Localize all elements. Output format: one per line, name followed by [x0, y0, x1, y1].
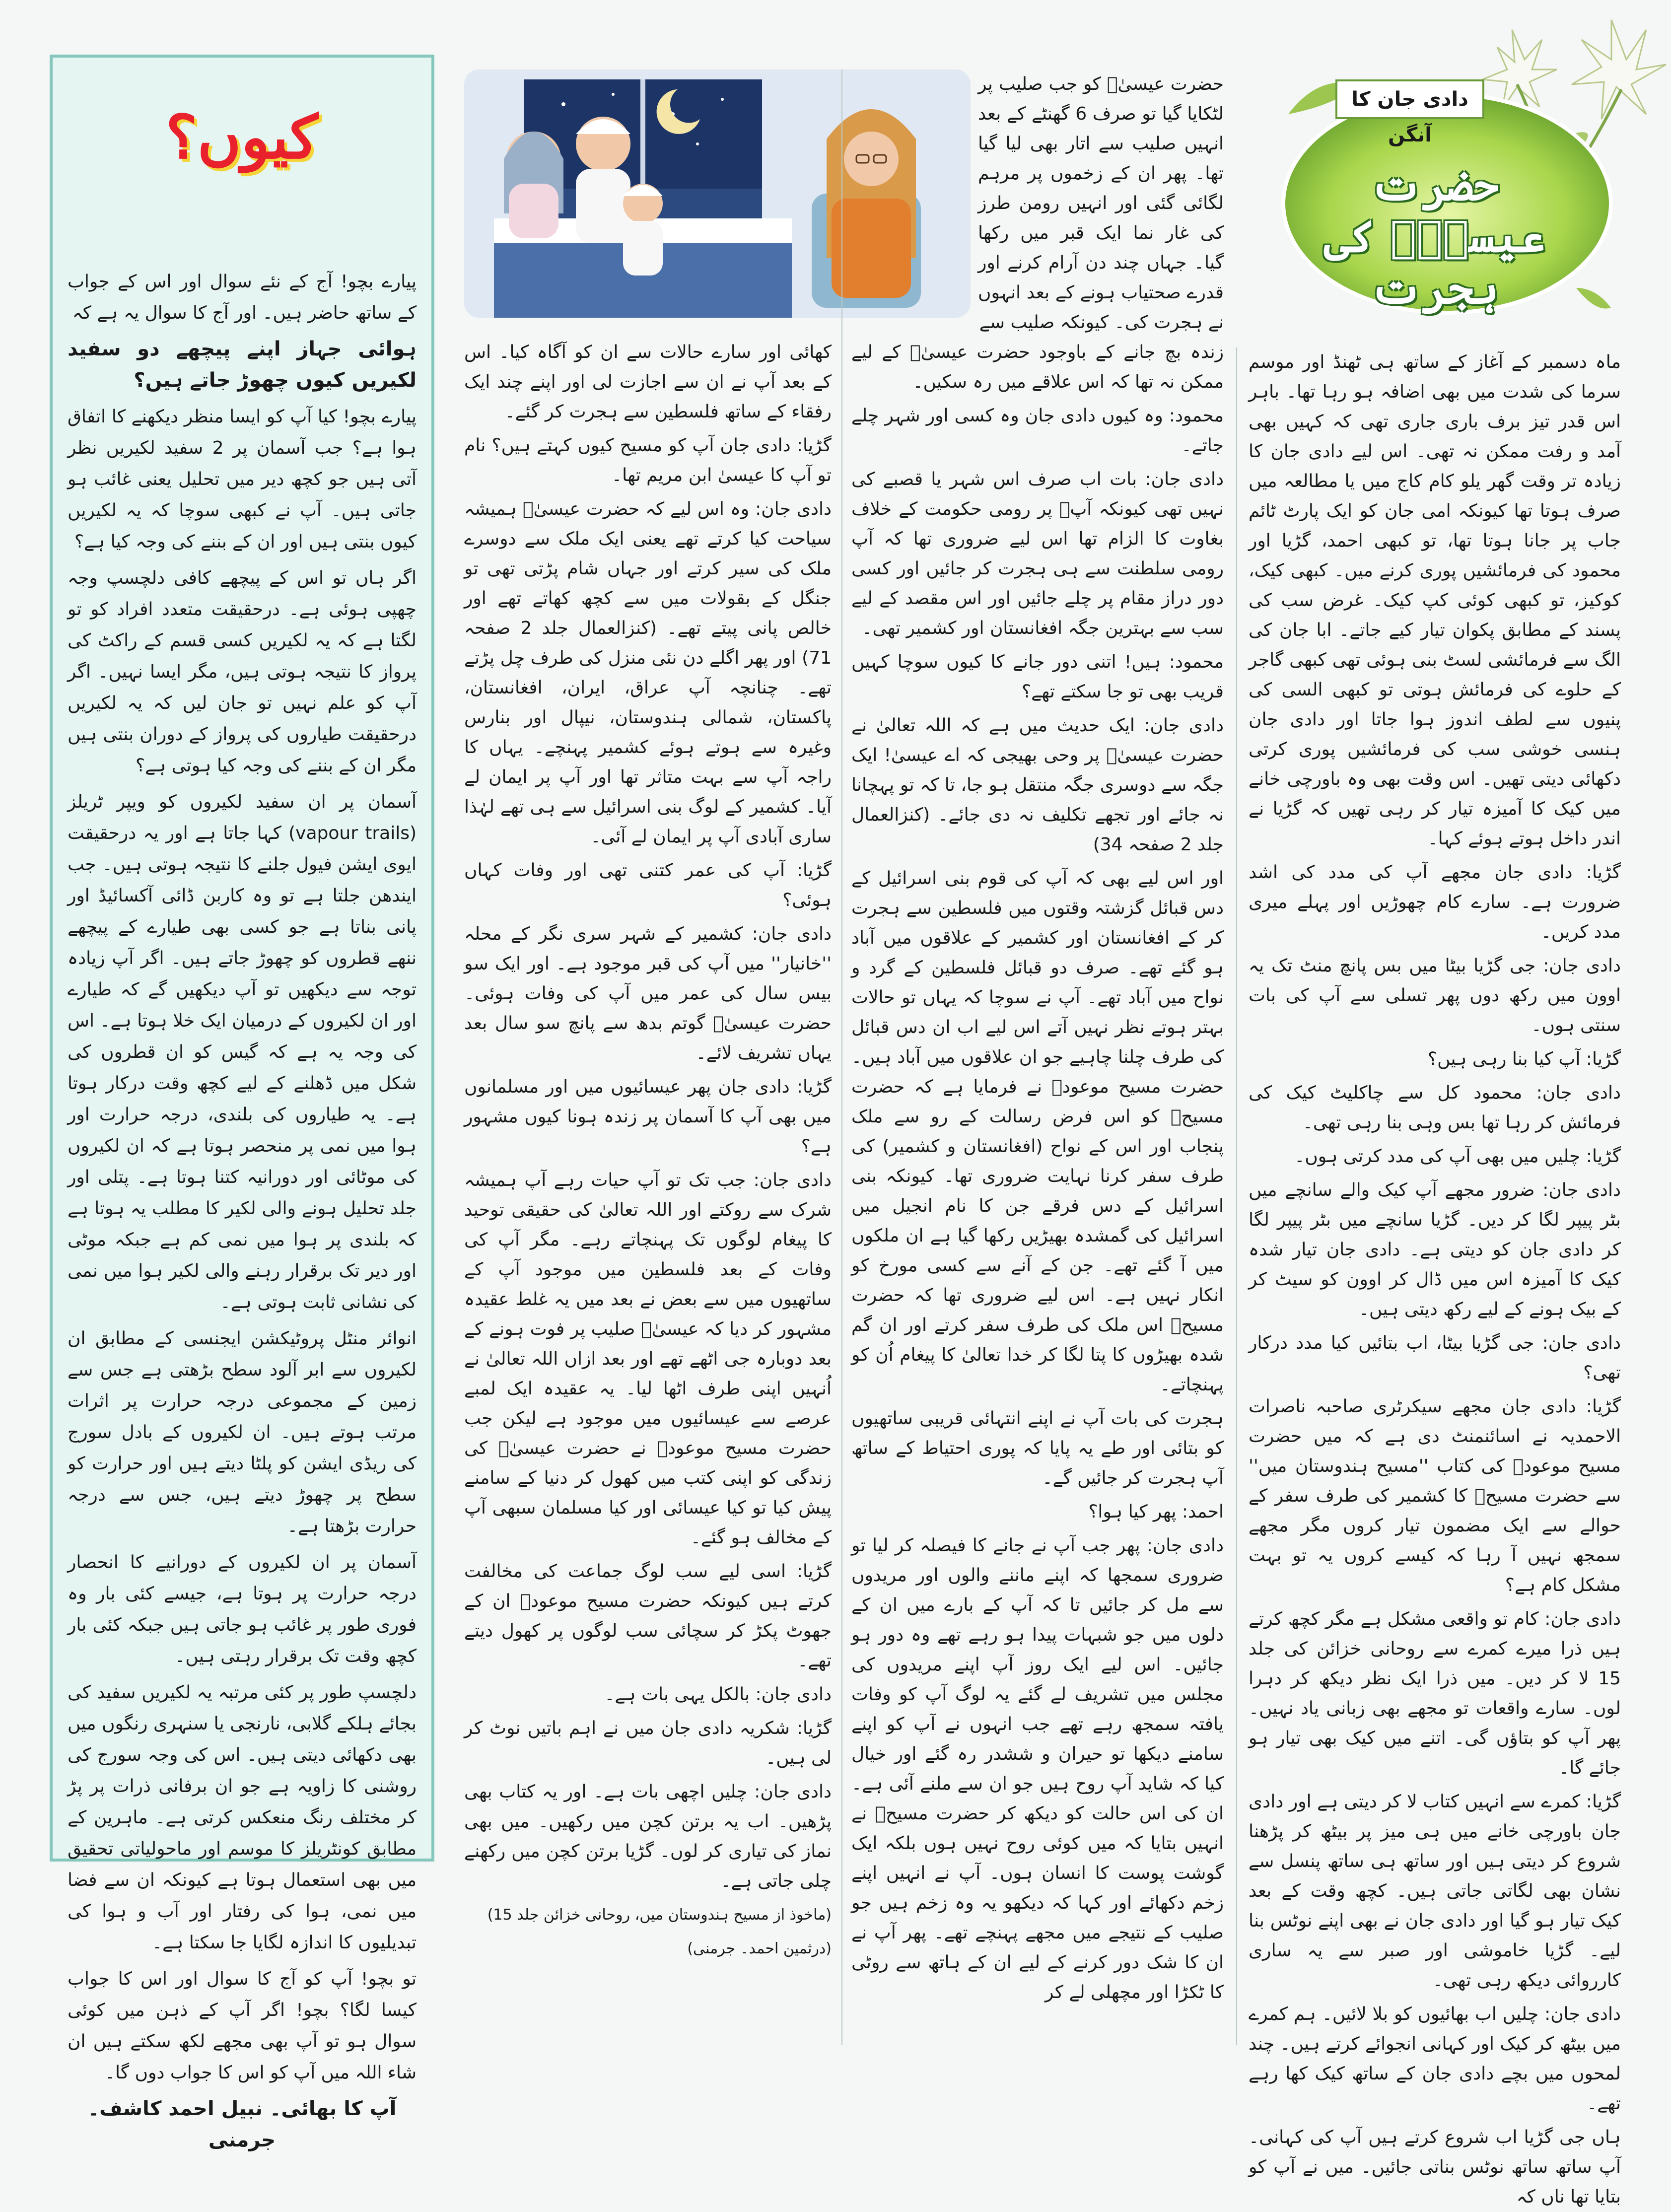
column-divider: [1236, 347, 1237, 2045]
sidebar-intro: پیارے بچو! آج کے نئے سوال اور اس کے جواب کے ساتھ حاضر ہیں۔ اور آج کا سوال یہ ہے کہ: [68, 272, 417, 323]
article-paragraph: گڑیا: شکریہ دادی جان میں نے اہم باتیں نوٹ کر لی ہیں۔: [464, 1718, 832, 1768]
sidebar-text: [68, 266, 417, 2151]
article-paragraph: گڑیا: کمرے سے انہیں کتاب لا کر دیتی ہے اور دادی جان باورچی خانے میں ہی میز پر بیٹھ کر پڑھنا شروع کر دیتی ہیں اور ساتھ ہی ساتھ پنسل سے نشان بھی لگاتی جاتی ہیں۔ کچھ وقت کے بعد کیک تیار ہو گیا اور دادی جان نے بھی اپنے نوٹس بنا لیے۔ گڑیا خاموشی اور صبر سے یہ ساری کارروائی دیکھ رہی تھی۔: [1249, 1792, 1621, 1991]
article-paragraph: گڑیا: اسی لیے سب لوگ جماعت کی مخالفت کرتے ہیں کیونکہ حضرت مسیح موعودؑ ان کے جھوٹ پکڑ کر سچائی سب لوگوں پر کھول دیتے تھے۔: [464, 1561, 832, 1671]
sidebar-paragraph: دلچسپ طور پر کئی مرتبہ یہ لکیریں سفید کی بجائے ہلکے گلابی، نارنجی یا سنہری رنگوں میں بھی دکھائی دیتی ہیں۔ اس کی وجہ سورج کی روشنی کا زاویہ ہے جو ان برفانی ذرات پر پڑ کر مختلف رنگ منعکس کرتی ہے۔ ماہرین کے مطابق کونٹریلز کا موسم اور ماحولیاتی تحقیق میں بھی استعمال ہوتا ہے کیونکہ ان سے فضا میں نمی، ہوا کی رفتار اور آب و ہوا کی تبدیلیوں کا اندازہ لگایا جا سکتا ہے۔: [68, 1682, 417, 1953]
article-paragraph: دادی جان: جب تک تو آپ حیات رہے آپ ہمیشہ شرک سے روکتے اور اللہ تعالیٰ کی حقیقی توحید کا پیغام لوگوں تک پہنچاتے رہے۔ مگر آپ کی وفات کے بعد فلسطین میں موجود آپ کے ساتھیوں میں سے بعض نے بعد میں یہ غلط عقیدہ مشہور کر دیا کہ عیسیٰؑ صلیب پر فوت ہونے کے بعد دوبارہ جی اٹھے تھے اور بعد ازاں اللہ تعالیٰ نے اُنہیں اپنی طرف اٹھا لیا۔ یہ عقیدہ ایک لمبے عرصے سے عیسائیوں میں موجود ہے لیکن جب حضرت مسیح موعودؑ نے حضرت عیسیٰؑ کی زندگی کو اپنی کتب میں کھول کر دنیا کے سامنے پیش کیا تو کیا عیسائی اور کیا مسلمان سبھی آپ کے مخالف ہو گئے۔: [464, 1170, 832, 1548]
article-paragraph: دادی جان: ضرور مجھے آپ کیک والے سانچے میں بٹر پیپر لگا کر دیں۔ گڑیا سانچے میں بٹر پیپر لگا کر دادی جان کو دیتی ہے۔ دادی جان تیار شدہ کیک کا آمیزہ اس میں ڈال کر اوون کو سیٹ کر کے بیک ہونے کے لیے رکھ دیتی ہیں۔: [1249, 1180, 1621, 1319]
source-reference: (ماخوذ از مسیح ہندوستان میں، روحانی خزائن جلد 15): [487, 1906, 832, 1924]
grandmother-children-illustration: [464, 69, 971, 318]
article-paragraph: دادی جان: جی گڑیا بیٹا میں بس پانچ منٹ تک یہ اوون میں رکھ دوں پھر تسلی سے آپ کی بات سنتی ہوں۔: [1249, 956, 1621, 1036]
article-paragraph: اور اس لیے بھی کہ آپ کی قوم بنی اسرائیل کے دس قبائل گزشتہ وقتوں میں فلسطین سے ہجرت کر کے افغانستان اور کشمیر کے علاقوں میں آباد ہو گئے تھے۔ صرف دو قبائل فلسطین کے گرد و نواح میں آباد تھے۔ آپ نے سوچا کہ یہاں تو حالات بہتر ہوتے نظر نہیں آتے اس لیے اب ان دس قبائل کی طرف چلنا چاہیے جو ان علاقوں میں آباد ہیں۔ حضرت مسیح موعودؑ نے فرمایا ہے کہ حضرت مسیحؑ کو اس فرض رسالت کے رو سے ملک پنجاب اور اس کے نواح (افغانستان و کشمیر) کی طرف سفر کرنا نہایت ضروری تھا۔ کیونکہ بنی اسرائیل کے دس فرقے جن کا نام انجیل میں اسرائیل کی گمشدہ بھیڑیں رکھا گیا ہے ان ملکوں میں آ گئے تھے۔ جن کے آنے سے کسی مورخ کو انکار نہیں ہے۔ اس لیے ضروری تھا کہ حضرت مسیحؑ اس ملک کی طرف سفر کرتے اور ان گم شدہ بھیڑوں کا پتا لگا کر خدا تعالیٰ کا پیغام اُن کو پہنچاتے۔: [851, 868, 1224, 1395]
article-paragraph: کھائی اور سارے حالات سے ان کو آگاہ کیا۔ اس کے بعد آپ نے ان سے اجازت لی اور اپنے چند ایک رفقاء کے ساتھ فلسطین سے ہجرت کر گئے۔: [464, 342, 832, 422]
sidebar-question: ہوائی جہاز اپنے پیچھے دو سفید لکیریں کیوں چھوڑ جاتے ہیں؟: [68, 338, 417, 392]
article-paragraph: احمد: پھر کیا ہوا؟: [1088, 1502, 1224, 1522]
article-author: (درثمین احمد۔ جرمنی): [687, 1940, 832, 1957]
article-paragraph: گڑیا: دادی جان پھر عیسائیوں میں اور مسلمانوں میں بھی آپ کا آسمان پر زندہ ہونا کیوں مشہور ہے؟: [464, 1077, 832, 1157]
article-paragraph: دادی جان: پھر جب آپ نے جانے کا فیصلہ کر لیا تو ضروری سمجھا کہ اپنے ماننے والوں اور مریدوں سے مل کر جائیں تا کہ آپ کے بارے میں ان کے دلوں میں جو شبہات پیدا ہو رہے تھے وہ دور ہو جائیں۔ اس لیے ایک روز آپ اپنے مریدوں کی مجلس میں تشریف لے گئے یہ لوگ آپ کو وفات یافتہ سمجھ رہے تھے جب انہوں نے آپ کو اپنے سامنے دیکھا تو حیران و ششدر رہ گئے اور خیال کیا کہ شاید آپ روح ہیں جو ان سے ملنے آئی ہے۔ ان کی اس حالت کو دیکھ کر حضرت مسیحؑ نے انہیں بتایا کہ میں کوئی روح نہیں ہوں بلکہ ایک گوشت پوست کا انسان ہوں۔ آپ نے انہیں اپنے زخم دکھائے اور کہا کہ دیکھو یہ وہ زخم ہیں جو صلیب کے نتیجے میں مجھے پہنچے تھے۔ پھر آپ نے ان کا شک دور کرنے کے لیے ان کے ہاتھ سے روٹی کا ٹکڑا اور مچھلی لے کر: [851, 1535, 1224, 2003]
article-paragraph: دادی جان: بالکل یہی بات ہے۔: [604, 1684, 832, 1705]
column-divider: [841, 69, 842, 2045]
article-paragraph: دادی جان: کشمیر کے شہر سری نگر کے محلہ ''خانیار'' میں آپ کی قبر موجود ہے۔ اور ایک سو بیس سال کی عمر میں آپ کی وفات ہوئی۔ حضرت عیسیٰؑ گوتم بدھ سے پانچ سو سال بعد یہاں تشریف لائے۔: [464, 924, 832, 1063]
article-paragraph: دادی جان: ایک حدیث میں ہے کہ اللہ تعالیٰ نے حضرت عیسیٰؑ پر وحی بھیجی کہ اے عیسیٰ! ایک جگہ سے دوسری جگہ منتقل ہو جا، تا کہ تو پہچانا نہ جائے اور تجھے تکلیف نہ دی جائے۔ (کنزالعمال جلد 2 صفحہ 34): [851, 715, 1224, 855]
article-column-1: [1249, 347, 1621, 2207]
article-paragraph: گڑیا: دادی جان مجھے سیکرٹری صاحبہ ناصرات الاحمدیہ نے اسائنمنٹ دی ہے کہ میں حضرت مسیح موعودؑ کی کتاب ''مسیح ہندوستان میں'' سے حضرت مسیحؑ کا کشمیر کی طرف سفر کے حوالے سے ایک مضمون تیار کروں مگر مجھے سمجھ نہیں آ رہا کہ کیسے کروں یہ تو بہت مشکل کام ہے؟: [1249, 1396, 1621, 1595]
article-paragraph: ماہ دسمبر کے آغاز کے ساتھ ہی ٹھنڈ اور موسم سرما کی شدت میں بھی اضافہ ہو رہا تھا۔ باہر اس قدر تیز برف باری جاری تھی کہ کہیں بھی آمد و رفت ممکن نہ تھی۔ اس لیے دادی جان کا زیادہ تر وقت گھر یلو کام کاج میں یا مطالعہ میں صرف ہوتا تھا کیونکہ امی جان کو ایک پارٹ ٹائم جاب پر جانا ہوتا تھا، تو کبھی احمد، گڑیا اور محمود کی فرمائشیں پوری کرنے میں۔ کبھی کیک، کوکیز، تو کبھی کوئی کپ کیک۔ غرض سب کی پسند کے مطابق پکوان تیار کیے جاتے۔ ابا جان کی الگ سے فرمائشی لسٹ بنی ہوئی تھی کبھی گاجر کے حلوے کی فرمائش ہوتی تو کبھی السی کی پنیوں سے لطف اندوز ہوا جاتا اور دادی جان ہنسی خوشی سب کی فرمائشیں پوری کرتی دکھائی دیتی تھیں۔ اس وقت بھی وہ باورچی خانے میں کیک کا آمیزہ تیار کر رہی تھیں کہ گڑیا نے اندر داخل ہوتے ہوئے کہا۔: [1249, 352, 1621, 849]
sidebar-paragraph: پیارے بچو! کیا آپ کو ایسا منظر دیکھنے کا اتفاق ہوا ہے؟ جب آسمان پر 2 سفید لکیریں نظر آتی ہیں جو کچھ دیر میں تحلیل یعنی غائب ہو جاتی ہیں۔ آپ نے کبھی سوچا کہ یہ لکیریں کیوں بنتی ہیں اور ان کے بننے کی وجہ کیا ہے؟: [68, 407, 417, 552]
sidebar-paragraph: آسمان پر ان لکیروں کے دورانیے کا انحصار درجہ حرارت پر ہوتا ہے، جیسے کئی بار وہ فوری طور پر غائب ہو جاتی ہیں جبکہ کئی بار کچھ وقت تک برقرار رہتی ہیں۔: [68, 1552, 417, 1666]
article-paragraph: ہاں جی گڑیا اب شروع کرتے ہیں آپ کی کہانی۔ آپ ساتھ ساتھ نوٹس بناتی جائیں۔ میں نے آپ کو بتایا تھا ناں کہ: [1249, 2127, 1621, 2207]
article-paragraph: دادی جان: محمود کل سے چاکلیٹ کیک کی فرمائش کر رہا تھا بس وہی بنا رہی تھی۔: [1249, 1083, 1621, 1133]
sidebar-paragraph: تو بچو! آپ کو آج کا سوال اور اس کا جواب کیسا لگا؟ بچو! اگر آپ کے ذہن میں کوئی سوال ہو تو آپ بھی مجھے لکھ سکتے ہیں ان شاء اللہ میں آپ کو اس کا جواب دوں گا۔: [68, 1969, 417, 2083]
sidebar-paragraph: انوائر منٹل پروٹیکشن ایجنسی کے مطابق ان لکیروں سے ابر آلود سطح بڑھتی ہے جس سے زمین کے مجموعی درجہ حرارت پر اثرات مرتب ہوتے ہیں۔ ان لکیروں کے بادل سورج کی ریڈی ایشن کو پلٹا دیتے ہیں اور حرارت کو سطح پر چھوڑ دیتے ہیں، جس سے درجہ حرارت بڑھتا ہے۔: [68, 1328, 417, 1536]
article-paragraph: گڑیا: آپ کی عمر کتنی تھی اور وفات کہاں ہوئی؟: [464, 860, 832, 910]
sidebar-title: کیوں؟: [165, 102, 319, 172]
why-sidebar-box: [50, 55, 434, 2151]
article-paragraph: دادی جان: بات اب صرف اس شہر یا قصبے کی نہیں تھی کیونکہ آپؑ پر رومی حکومت کے خلاف بغاوت کا الزام تھا اس لیے ضروری تھا کہ آپ رومی سلطنت سے ہی ہجرت کر جائیں اور کسی دور دراز مقام پر چلے جائیں اور اس مقصد کے لیے سب سے بہترین جگہ افغانستان اور کشمیر تھی۔: [851, 469, 1224, 638]
sidebar-paragraph: اگر ہاں تو اس کے پیچھے کافی دلچسپ وجہ چھپی ہوئی ہے۔ درحقیقت متعدد افراد کو تو لگتا ہے کہ یہ لکیریں کسی قسم کے راکٹ کی پرواز کا نتیجہ ہوتی ہیں، مگر ایسا نہیں۔ اگر آپ کو علم نہیں تو جان لیں کہ یہ لکیریں درحقیقت طیاروں کی پرواز کے دوران بنتی ہیں مگر ان کے بننے کی وجہ کیا ہوتی ہے؟: [68, 568, 417, 776]
article-paragraph: دادی جان: چلیں اچھی بات ہے۔ اور یہ کتاب بھی پڑھیں۔ اب یہ برتن کچن میں رکھیں۔ میں بھی نماز کی تیاری کر لوں۔ گڑیا برتن کچن میں رکھنے چلی جاتی ہے۔: [464, 1782, 832, 1891]
article-paragraph: دادی جان: جی گڑیا بیٹا، اب بتائیں کیا مدد درکار تھی؟: [1249, 1333, 1621, 1383]
article-title: حضرت عیسیٰؑ کی ہجرت: [1323, 159, 1546, 314]
article-paragraph: دادی جان: کام تو واقعی مشکل ہے مگر کچھ کرتے ہیں ذرا میرے کمرے سے روحانی خزائن کی جلد 15 لا کر دیں۔ میں ذرا ایک نظر دیکھ کر دہرا لوں۔ سارے واقعات تو مجھے بھی زبانی یاد نہیں۔ پھر آپ کو بتاؤں گی۔ اتنے میں کیک بھی تیار ہو جائے گا۔: [1249, 1609, 1621, 1778]
article-column-2-top: حضرت عیسیٰؑ کو جب صلیب پر لٹکایا گیا تو صرف 6 گھنٹے کے بعد انہیں صلیب سے اتار بھی لیا گیا تھا۔ پھر ان کے زخموں پر مرہم لگائی گئی اور انہیں رومن طرز کی غار نما ایک قبر میں رکھا گیا۔ جہاں چند دن آرام کرنے اور قدرے صحتیاب ہونے کے بعد انہوں نے ہجرت کی۔ کیونکہ صلیب سے: [978, 74, 1224, 333]
article-paragraph: محمود: وہ کیوں دادی جان وہ کسی اور شہر چلے جاتے۔: [851, 406, 1224, 456]
article-paragraph: زندہ بچ جانے کے باوجود حضرت عیسیٰؑ کے لیے ممکن نہ تھا کہ اس علاقے میں رہ سکیں۔: [851, 342, 1224, 392]
sidebar-paragraph: آسمان پر ان سفید لکیروں کو ویپر ٹریلز (vapour trails) کہا جاتا ہے اور یہ درحقیقت ایوی ایشن فیول جلنے کا نتیجہ ہوتی ہیں۔ جب ایندھن جلتا ہے تو وہ کاربن ڈائی آکسائیڈ اور پانی بناتا ہے جو کسی بھی طیارے کے پیچھے ننھے قطروں کو چھوڑ جاتے ہیں۔ اگر آپ زیادہ توجہ سے دیکھیں تو آپ دیکھیں گے کہ طیارے اور ان لکیروں کے درمیان ایک خلا ہوتا ہے۔ اس کی وجہ یہ ہے کہ گیس کو ان قطروں کی شکل میں ڈھلنے کے لیے کچھ وقت درکار ہوتا ہے۔ یہ طیاروں کی بلندی، درجہ حرارت اور ہوا میں نمی پر منحصر ہوتا ہے کہ ان لکیروں کی موٹائی اور دورانیہ کتنا ہوتا ہے۔ پتلی اور جلد تحلیل ہونے والی لکیر کا مطلب یہ ہوتا ہے کہ بلندی پر ہوا میں نمی کم ہے جبکہ موٹی اور دیر تک برقرار رہنے والی لکیر ہوا میں نمی کی نشانی ثابت ہوتی ہے۔: [68, 792, 417, 1313]
article-paragraph: ہجرت کی بات آپ نے اپنے انتہائی قریبی ساتھیوں کو بتائی اور طے یہ پایا کہ پوری احتیاط کے ساتھ آپ ہجرت کر جائیں گے۔: [851, 1408, 1224, 1488]
article-paragraph: گڑیا: چلیں میں بھی آپ کی مدد کرتی ہوں۔: [1294, 1146, 1621, 1167]
article-paragraph: گڑیا: دادی جان مجھے آپ کی مدد کی اشد ضرورت ہے۔ سارے کام چھوڑیں اور پہلے میری مدد کریں۔: [1249, 862, 1621, 942]
article-paragraph: دادی جان: چلیں اب بھائیوں کو بلا لائیں۔ ہم کمرے میں بیٹھ کر کیک اور کہانی انجوائے کرتے ہیں۔ چند لمحوں میں بچے دادی جان کے ساتھ کیک کھا رہے تھے۔: [1249, 2004, 1621, 2114]
article-paragraph: دادی جان: وہ اس لیے کہ حضرت عیسیٰؑ ہمیشہ سیاحت کیا کرتے تھے یعنی ایک ملک سے دوسرے ملک کی سیر کرتے اور جہاں شام پڑتی تھی تو جنگل کے بقولات میں سے کچھ کھاتے تھے اور خالص پانی پیتے تھے۔ (کنزالعمال جلد 2 صفحہ 71) اور پھر اگلے دن نئی منزل کی طرف چل پڑتے تھے۔ چنانچہ آپ عراق، ایران، افغانستان، پاکستان، شمالی ہندوستان، نیپال اور بنارس وغیرہ سے ہوتے ہوئے کشمیر پہنچے۔ یہاں کا راجہ آپ سے بہت متاثر تھا اور آپ پر ایمان لے آیا۔ کشمیر کے لوگ بنی اسرائیل سے ہی تھے لہٰذا ساری آبادی آپ پر ایمان لے آئی۔: [464, 499, 832, 847]
series-label: دادی جان کا آنگن: [1335, 79, 1484, 119]
article-paragraph: محمود: ہیں! اتنی دور جانے کا کیوں سوچا کہیں قریب بھی تو جا سکتے تھے؟: [851, 652, 1224, 702]
article-paragraph: گڑیا: آپ کیا بنا رہی ہیں؟: [1427, 1049, 1621, 1069]
article-column-2: [851, 338, 1224, 2055]
sidebar-signature: آپ کا بھائی۔ نبیل احمد کاشف۔ جرمنی: [87, 2097, 397, 2151]
article-paragraph: گڑیا: دادی جان آپ کو مسیح کیوں کہتے ہیں؟ نام تو آپ کا عیسیٰ ابن مریم تھا۔: [464, 435, 832, 485]
article-column-3: [464, 338, 832, 2055]
